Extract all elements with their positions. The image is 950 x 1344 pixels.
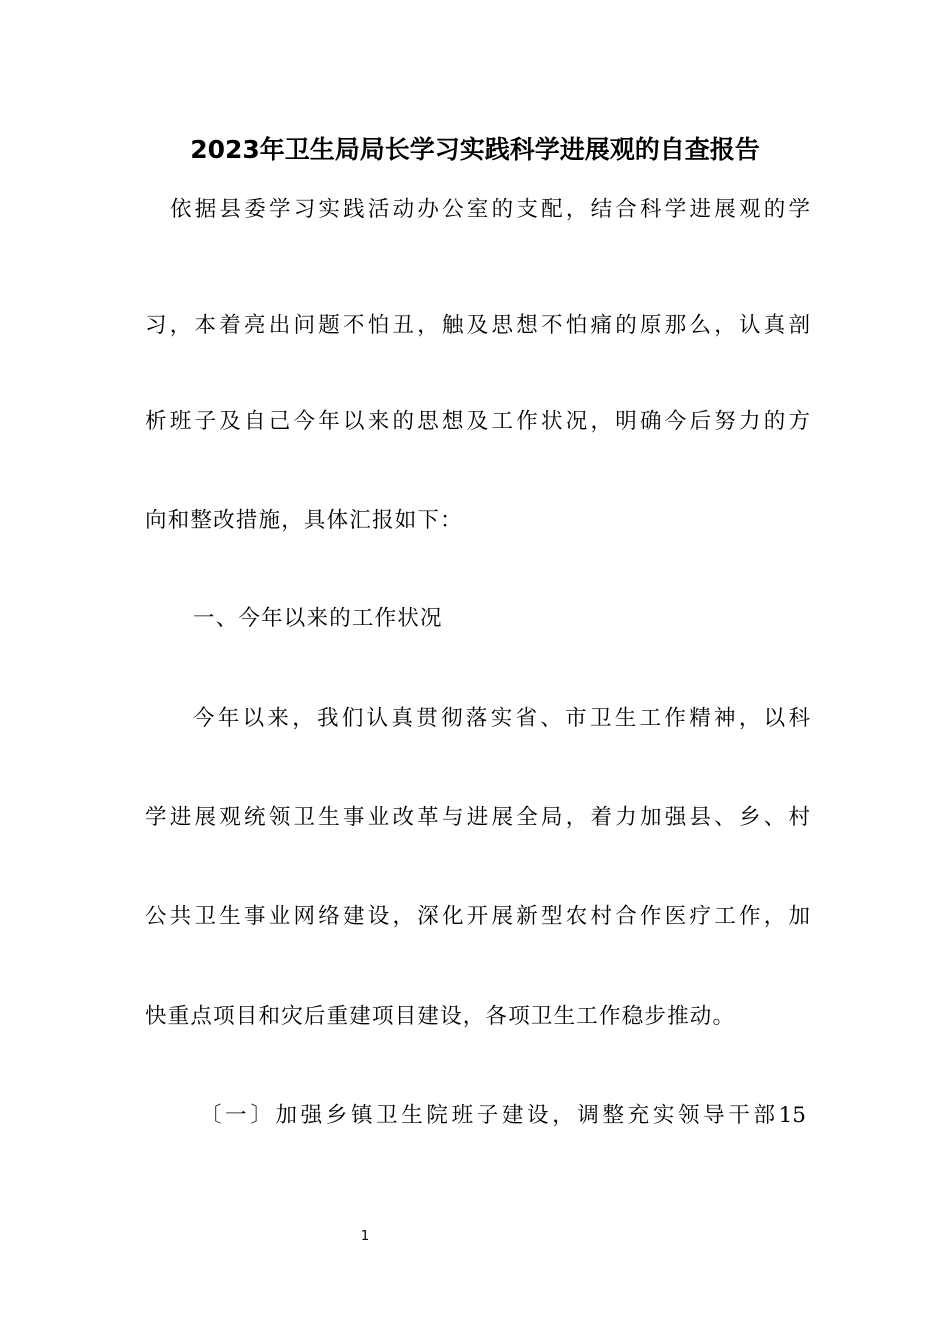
paragraph-line-7: 公共卫生事业网络建设，深化开展新型农村合作医疗工作，加 [145, 904, 810, 929]
section-heading-1: 一、今年以来的工作状况 [193, 606, 443, 631]
paragraph-line-1: 依据县委学习实践活动办公室的支配，结合科学进展观的学 [170, 197, 810, 222]
page-number: 1 [360, 1229, 370, 1244]
paragraph-line-8: 快重点项目和灾后重建项目建设，各项卫生工作稳步推动。 [145, 1004, 736, 1029]
document-title: 2023年卫生局局长学习实践科学进展观的自查报告 [190, 135, 760, 164]
paragraph-line-2: 习，本着亮出问题不怕丑，触及思想不怕痛的原那么，认真剖 [145, 313, 810, 338]
paragraph-line-6: 学进展观统领卫生事业改革与进展全局，着力加强县、乡、村 [145, 805, 810, 830]
paragraph-line-5: 今年以来，我们认真贯彻落实省、市卫生工作精神，以科 [193, 706, 810, 731]
paragraph-line-3: 析班子及自己今年以来的思想及工作状况，明确今后努力的方 [145, 409, 810, 434]
paragraph-line-4: 向和整改措施，具体汇报如下： [145, 508, 463, 533]
subsection-line-1: 〔一〕加强乡镇卫生院班子建设，调整充实领导干部15 [200, 1103, 806, 1128]
